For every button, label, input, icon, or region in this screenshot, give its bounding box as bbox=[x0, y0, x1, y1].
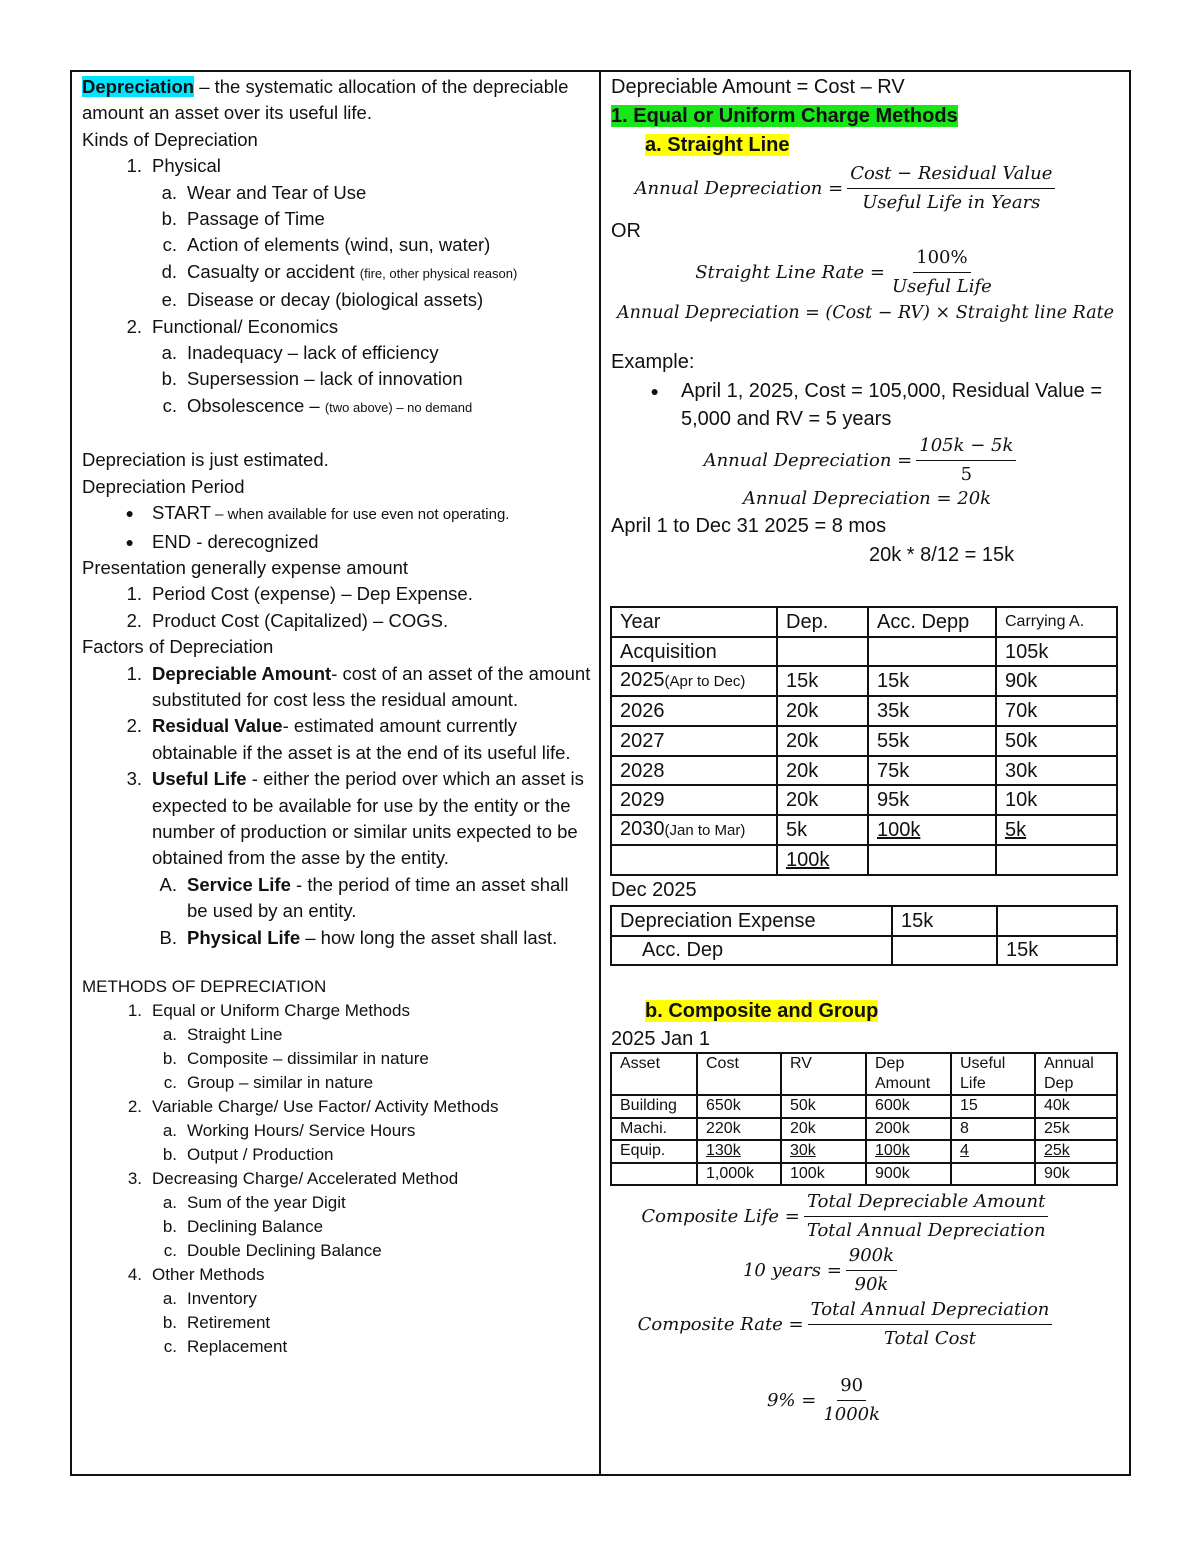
table-row: 2027 20k 55k 50k bbox=[611, 726, 1117, 756]
annual-depreciation-formula: Annual Depreciation = $\frac{\text{Cost − Residual Value}}{\text{Useful Life in Years}}$ bbox=[571, 159, 1123, 217]
kind-sub-item: c. Obsolescence – (two above) – no demand bbox=[162, 394, 473, 416]
method-sub-item: c. Double Declining Balance bbox=[163, 1241, 382, 1260]
method-sub-item: a. Straight Line bbox=[162, 1025, 283, 1044]
method-sub-item: c. Replacement bbox=[163, 1337, 288, 1356]
kind-sub-item: e. Disease or decay (biological assets) bbox=[161, 289, 484, 311]
method-sub-item: b. Output / Production bbox=[162, 1145, 334, 1164]
table-header-row: Year Dep. Acc. Depp Carrying A. bbox=[611, 607, 1117, 637]
methods-title: METHODS OF DEPRECIATION bbox=[82, 977, 327, 996]
kind-sub-item: a. Wear and Tear of Use bbox=[161, 181, 367, 203]
kind-item: 1. Physical bbox=[126, 155, 221, 177]
bullet-icon: ● bbox=[125, 533, 134, 550]
definition-term: Depreciation bbox=[82, 76, 195, 97]
table-row: 1,000k 100k 900k 90k bbox=[611, 1163, 1117, 1186]
note: (two above) – no demand bbox=[324, 399, 473, 415]
straight-line-rate-formula: Straight Line Rate = $\frac{100\%}{\text{Useful Life}}$ bbox=[695, 246, 992, 297]
method-sub-item: a. Inventory bbox=[162, 1289, 257, 1308]
journal-entry-table bbox=[610, 905, 1118, 966]
depreciation-schedule-table bbox=[610, 606, 1118, 876]
kind-sub-item: b. Supersession – lack of innovation bbox=[161, 368, 463, 390]
table-row: Depreciation Expense 15k bbox=[611, 906, 1117, 936]
estimated-note: Depreciation is just estimated. bbox=[82, 449, 329, 471]
kind-sub-item: c. Action of elements (wind, sun, water) bbox=[162, 234, 491, 256]
presentation-item: 1. Period Cost (expense) – Dep Expense. bbox=[126, 583, 473, 605]
kind-item: 2. Functional/ Economics bbox=[126, 315, 339, 337]
composite-life-example: 10 years = $\frac{900k}{90k}$ bbox=[521, 1246, 1123, 1294]
method-sub-item: b. Declining Balance bbox=[162, 1217, 324, 1236]
kind-sub-item: a. Inadequacy – lack of efficiency bbox=[161, 342, 439, 364]
factor-item: 2. Residual Value- estimated amount currently obtainable if the asset is at the end of its useful life. bbox=[126, 715, 571, 763]
method-sub-item: a. Sum of the year Digit bbox=[162, 1193, 346, 1212]
method-sub-item: b. Retirement bbox=[162, 1313, 271, 1332]
annual-depreciation-rate-formula: Annual Depreciation = (Cost − RV) × Straight line Rate bbox=[617, 303, 1115, 323]
presentation-item: 2. Product Cost (Capitalized) – COGS. bbox=[126, 609, 449, 631]
straight-line-heading: a. Straight Line bbox=[645, 134, 790, 156]
table-row: 2029 20k 95k 10k bbox=[611, 785, 1117, 815]
period-text: April 1 to Dec 31 2025 = 8 mos bbox=[611, 515, 887, 537]
table-row: 100k bbox=[611, 845, 1117, 875]
table-header-row: Asset Cost RV Dep Amount Useful Life Annual Dep bbox=[611, 1053, 1117, 1095]
methods-section bbox=[82, 951, 594, 1359]
table-row: Acquisition 105k bbox=[611, 637, 1117, 667]
composite-rate-formula: Composite Rate = $\frac{\text{Total Annual Depreciation}}{\text{Total Cost}}$ bbox=[571, 1294, 1123, 1354]
factor-item: 1. Depreciable Amount- cost of an asset of the amount substituted for cost less the residual amount. bbox=[126, 662, 591, 710]
definition bbox=[82, 74, 594, 127]
factor-item: 3. Useful Life - either the period over which an asset is expected to be available for use by the entity or the number of production or similar units expected to be obtained from the asse by the entity. bbox=[126, 768, 584, 869]
composite-life-formula: Composite Life = $\frac{\text{Total Depreciable Amount}}{\text{Total Annual Depreciation}}$ bbox=[571, 1186, 1123, 1246]
table-row: 2028 20k 75k 30k bbox=[611, 756, 1117, 786]
table-row: Acc. Dep 15k bbox=[611, 936, 1117, 966]
example-formula: Annual Depreciation = $\frac{105k - 5k}{5}$ bbox=[601, 433, 1123, 487]
period-end: ● END - derecognized bbox=[82, 529, 594, 555]
example-bullet: ● April 1, 2025, Cost = 105,000, Residual Value = 5,000 and RV = 5 years bbox=[611, 377, 1123, 433]
composite-table bbox=[610, 1052, 1118, 1186]
method-item: 3. Decreasing Charge/ Accelerated Method bbox=[127, 1169, 459, 1188]
bullet-icon: ● bbox=[125, 505, 134, 522]
bullet-icon: ● bbox=[650, 383, 659, 399]
composite-group-heading: b. Composite and Group bbox=[645, 1000, 879, 1023]
method-sub-item: b. Composite – dissimilar in nature bbox=[162, 1049, 429, 1068]
life-type-item: A. Service Life - the period of time an asset shall be used by an entity. bbox=[159, 873, 569, 922]
life-type-item: B. Physical Life – how long the asset shall last. bbox=[159, 926, 558, 948]
composite-date: 2025 Jan 1 bbox=[611, 1028, 710, 1051]
presentation-title: Presentation generally expense amount bbox=[82, 556, 409, 578]
example-result: Annual Depreciation = 20k bbox=[742, 488, 992, 509]
method-sub-item: c. Group – similar in nature bbox=[163, 1073, 374, 1092]
method-heading: 1. Equal or Uniform Charge Methods bbox=[611, 105, 958, 127]
table-row: Machi. 220k 20k 200k 8 25k bbox=[611, 1118, 1117, 1141]
note: (fire, other physical reason) bbox=[359, 265, 518, 281]
table-row: 2030(Jan to Mar) 5k 100k 5k bbox=[611, 815, 1117, 845]
left-column bbox=[82, 74, 594, 1359]
table-row: 2025(Apr to Dec) 15k 15k 90k bbox=[611, 666, 1117, 696]
period-title: Depreciation Period bbox=[82, 475, 245, 497]
method-item: 2. Variable Charge/ Use Factor/ Activity Methods bbox=[127, 1097, 499, 1116]
table-row: Equip. 130k 30k 100k 4 25k bbox=[611, 1140, 1117, 1163]
right-column bbox=[611, 73, 1123, 1428]
period-start: ● START – when available for use even not operating. bbox=[82, 500, 594, 528]
method-item: 1. Equal or Uniform Charge Methods bbox=[127, 1001, 410, 1020]
factors-title: Factors of Depreciation bbox=[82, 636, 274, 658]
kind-sub-item: d. Casualty or accident (fire, other physical reason) bbox=[161, 260, 518, 282]
method-sub-item: a. Working Hours/ Service Hours bbox=[162, 1121, 416, 1140]
method-item: 4. Other Methods bbox=[127, 1265, 265, 1284]
depreciable-amount-formula: Depreciable Amount = Cost – RV bbox=[611, 76, 905, 98]
example-title: Example: bbox=[611, 351, 695, 373]
table-row: 2026 20k 35k 70k bbox=[611, 696, 1117, 726]
period-calc: 20k * 8/12 = 15k bbox=[869, 544, 1015, 566]
kind-sub-item: b. Passage of Time bbox=[161, 208, 325, 230]
definition-text: – the systematic allocation of the depreciable amount an asset over its useful life. bbox=[82, 76, 569, 124]
journal-date: Dec 2025 bbox=[611, 878, 697, 901]
table-row: Building 650k 50k 600k 15 40k bbox=[611, 1095, 1117, 1118]
or-label: OR bbox=[611, 220, 641, 242]
kinds-title: Kinds of Depreciation bbox=[82, 128, 258, 150]
composite-rate-example: 9% = $\frac{90}{1000k}$ bbox=[766, 1374, 881, 1425]
